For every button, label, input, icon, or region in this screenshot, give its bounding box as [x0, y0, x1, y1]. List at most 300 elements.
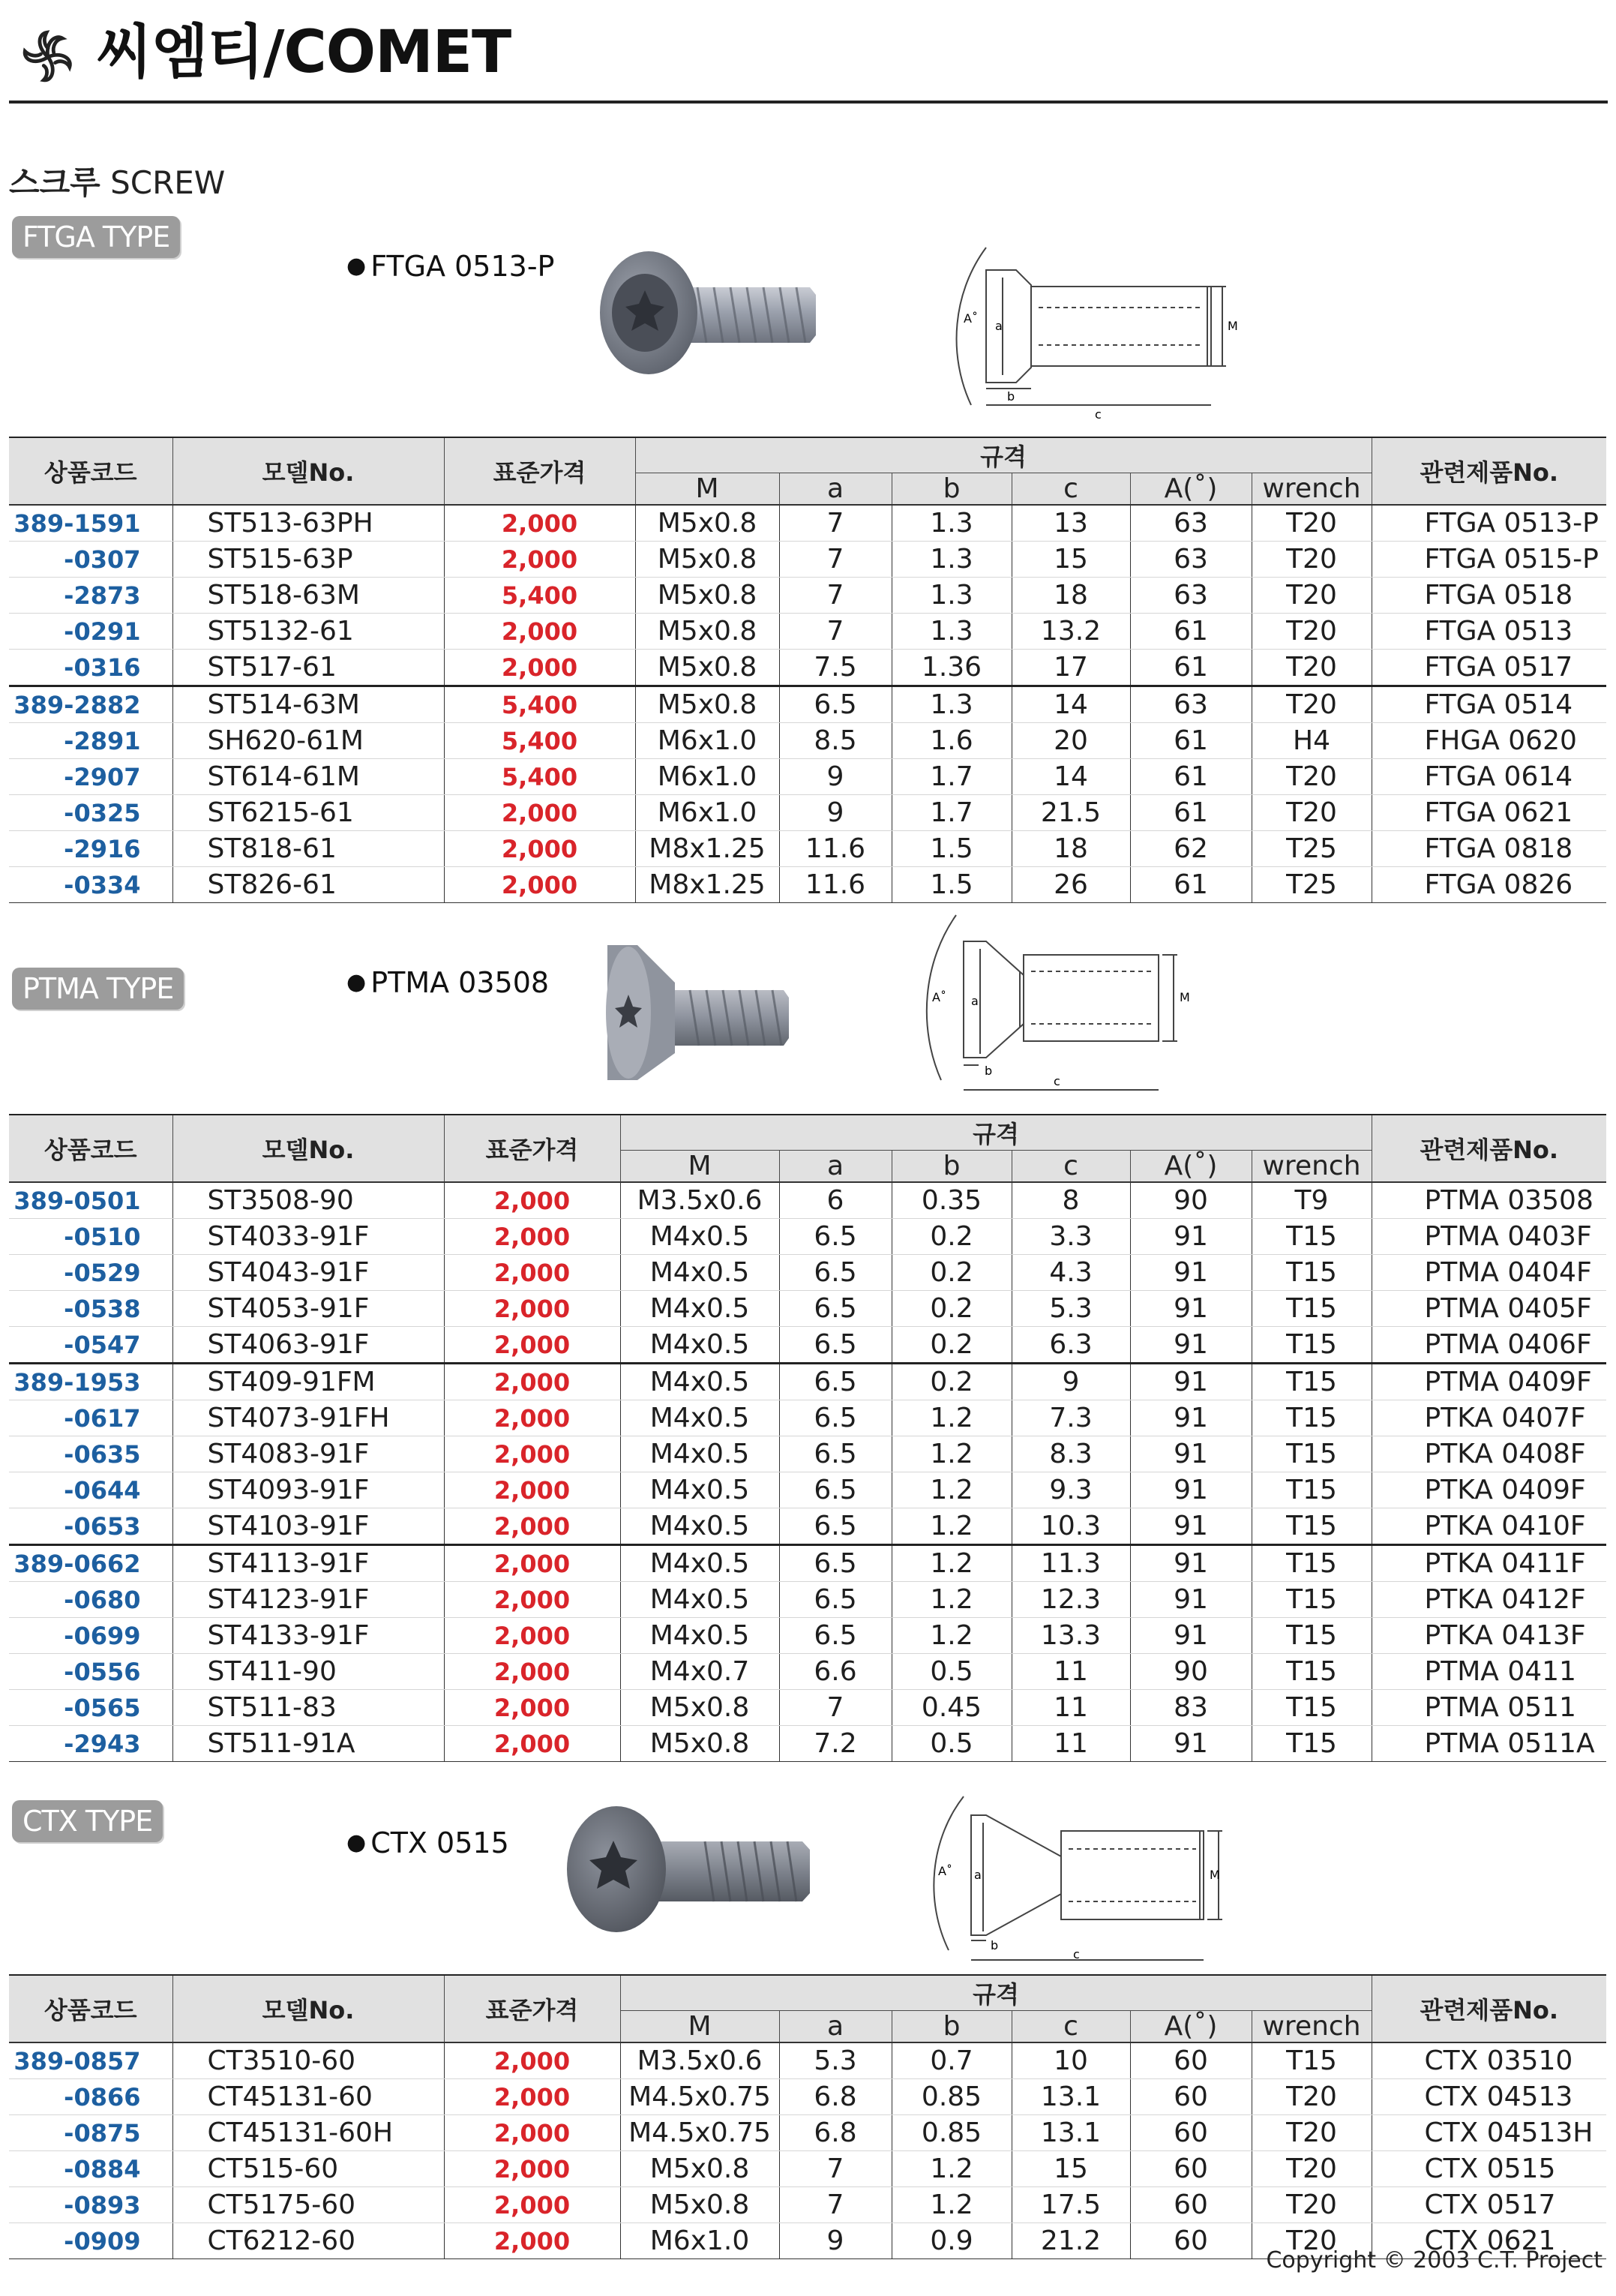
row-wrench: T15: [1252, 1327, 1372, 1364]
table-row: [9, 1545, 1606, 1582]
row-b: 1.6: [892, 723, 1012, 759]
row-c: 12.3: [1012, 1582, 1130, 1618]
spec-table-ftga: [9, 437, 1606, 903]
row-c: 3.3: [1012, 1219, 1130, 1255]
row-code: -0529: [9, 1255, 172, 1291]
row-related: PTKA 0410F: [1372, 1508, 1606, 1545]
col-header-m: M: [635, 473, 779, 506]
row-thread: M4x0.5: [620, 1327, 779, 1364]
row-model: ST4033-91F: [172, 1219, 444, 1255]
col-header-a: a: [779, 2011, 892, 2043]
row-code: 389-0662: [9, 1545, 172, 1582]
row-model: ST4063-91F: [172, 1327, 444, 1364]
table-row: [9, 2042, 1606, 2079]
product-label-ftga: [346, 248, 554, 285]
section-title: [9, 162, 225, 204]
row-model: ST513-63PH: [172, 505, 444, 542]
row-code: -0565: [9, 1690, 172, 1726]
row-related: PTMA 0411: [1372, 1654, 1606, 1690]
row-price: 2,000: [444, 2079, 620, 2115]
row-thread: M8x1.25: [635, 831, 779, 867]
row-price: 2,000: [444, 1182, 620, 1219]
row-angle: 60: [1130, 2115, 1252, 2151]
table-row: [9, 1726, 1606, 1762]
row-wrench: T15: [1252, 2042, 1372, 2079]
row-angle: 61: [1130, 650, 1252, 686]
row-related: PTMA 0403F: [1372, 1219, 1606, 1255]
row-price: 2,000: [444, 831, 635, 867]
col-header-model: 모델No.: [172, 1115, 444, 1182]
row-thread: M5x0.8: [620, 2151, 779, 2187]
row-a: 6.5: [779, 1255, 892, 1291]
row-related: FTGA 0826: [1372, 867, 1606, 903]
row-a: 9: [779, 795, 892, 831]
row-related: PTMA 0511A: [1372, 1726, 1606, 1762]
row-wrench: T9: [1252, 1182, 1372, 1219]
spec-table-ptma: [9, 1114, 1606, 1762]
row-a: 6.5: [779, 1545, 892, 1582]
row-b: 0.35: [892, 1182, 1012, 1219]
row-code: 389-2882: [9, 686, 172, 723]
row-b: 1.2: [892, 1508, 1012, 1545]
table-row: [9, 686, 1606, 723]
bullet-icon: ●: [346, 1829, 367, 1856]
row-c: 13.3: [1012, 1618, 1130, 1654]
row-c: 14: [1012, 759, 1130, 795]
row-model: ST515-63P: [172, 542, 444, 578]
col-header-c: c: [1012, 1151, 1130, 1183]
row-model: SH620-61M: [172, 723, 444, 759]
row-wrench: H4: [1252, 723, 1372, 759]
dimension-drawing-ftga: [941, 225, 1241, 428]
row-thread: M4.5x0.75: [620, 2079, 779, 2115]
row-c: 8.3: [1012, 1436, 1130, 1472]
row-thread: M4x0.5: [620, 1582, 779, 1618]
col-header-price: 표준가격: [444, 437, 635, 505]
row-b: 1.3: [892, 578, 1012, 614]
row-c: 13: [1012, 505, 1130, 542]
row-code: -0653: [9, 1508, 172, 1545]
row-a: 7: [779, 2187, 892, 2223]
row-a: 8.5: [779, 723, 892, 759]
row-related: CTX 0515: [1372, 2151, 1606, 2187]
row-model: CT515-60: [172, 2151, 444, 2187]
col-header-b: b: [892, 1151, 1012, 1183]
row-c: 7.3: [1012, 1400, 1130, 1436]
row-price: 2,000: [444, 1472, 620, 1508]
col-header-spec: 규격: [635, 437, 1372, 473]
row-c: 11: [1012, 1726, 1130, 1762]
row-model: ST4123-91F: [172, 1582, 444, 1618]
row-angle: 63: [1130, 578, 1252, 614]
row-thread: M5x0.8: [635, 686, 779, 723]
row-code: -0699: [9, 1618, 172, 1654]
row-a: 11.6: [779, 831, 892, 867]
row-angle: 91: [1130, 1255, 1252, 1291]
row-c: 6.3: [1012, 1327, 1130, 1364]
row-wrench: T15: [1252, 1545, 1372, 1582]
row-thread: M4x0.5: [620, 1545, 779, 1582]
row-b: 1.3: [892, 614, 1012, 650]
row-a: 6.5: [779, 1400, 892, 1436]
row-b: 0.2: [892, 1327, 1012, 1364]
type-badge-ftga: FTGA TYPE: [12, 216, 180, 258]
row-code: -0538: [9, 1291, 172, 1327]
row-related: FTGA 0614: [1372, 759, 1606, 795]
row-wrench: T15: [1252, 1582, 1372, 1618]
row-c: 10.3: [1012, 1508, 1130, 1545]
row-model: ST514-63M: [172, 686, 444, 723]
table-row: [9, 1291, 1606, 1327]
table-row: [9, 1400, 1606, 1436]
row-related: CTX 03510: [1372, 2042, 1606, 2079]
row-model: ST818-61: [172, 831, 444, 867]
row-model: ST4053-91F: [172, 1291, 444, 1327]
row-b: 1.3: [892, 686, 1012, 723]
row-price: 5,400: [444, 723, 635, 759]
row-price: 2,000: [444, 2187, 620, 2223]
row-c: 9.3: [1012, 1472, 1130, 1508]
row-c: 4.3: [1012, 1255, 1130, 1291]
table-row: [9, 1654, 1606, 1690]
row-code: -0316: [9, 650, 172, 686]
product-name: CTX 0515: [370, 1826, 509, 1859]
row-c: 11.3: [1012, 1545, 1130, 1582]
col-header-spec: 규격: [620, 1975, 1372, 2011]
row-c: 13.1: [1012, 2079, 1130, 2115]
row-angle: 90: [1130, 1654, 1252, 1690]
row-angle: 91: [1130, 1291, 1252, 1327]
row-code: -0680: [9, 1582, 172, 1618]
row-model: ST4093-91F: [172, 1472, 444, 1508]
dim-label-A: A˚: [938, 1864, 952, 1878]
row-thread: M4x0.5: [620, 1400, 779, 1436]
row-price: 2,000: [444, 1726, 620, 1762]
row-related: FTGA 0518: [1372, 578, 1606, 614]
table-row: [9, 2187, 1606, 2223]
row-b: 0.2: [892, 1364, 1012, 1400]
col-header-price: 표준가격: [444, 1115, 620, 1182]
row-wrench: T15: [1252, 1472, 1372, 1508]
row-c: 11: [1012, 1690, 1130, 1726]
row-c: 15: [1012, 2151, 1130, 2187]
row-angle: 63: [1130, 542, 1252, 578]
row-wrench: T20: [1252, 614, 1372, 650]
row-thread: M4x0.5: [620, 1618, 779, 1654]
dim-label-A: A˚: [964, 311, 978, 326]
row-wrench: T25: [1252, 867, 1372, 903]
row-thread: M5x0.8: [635, 614, 779, 650]
row-angle: 61: [1130, 867, 1252, 903]
row-thread: M4x0.5: [620, 1291, 779, 1327]
col-header-angle: A(˚): [1130, 473, 1252, 506]
row-price: 2,000: [444, 1436, 620, 1472]
row-angle: 91: [1130, 1364, 1252, 1400]
row-code: -2907: [9, 759, 172, 795]
row-b: 0.85: [892, 2079, 1012, 2115]
row-related: FTGA 0517: [1372, 650, 1606, 686]
row-related: PTMA 0404F: [1372, 1255, 1606, 1291]
row-price: 2,000: [444, 1364, 620, 1400]
row-angle: 91: [1130, 1219, 1252, 1255]
row-c: 15: [1012, 542, 1130, 578]
dim-label-M: M: [1180, 990, 1190, 1004]
dim-label-M: M: [1210, 1868, 1220, 1882]
page-title: 씨엠티/COMET: [96, 19, 511, 86]
row-a: 7: [779, 578, 892, 614]
row-b: 1.2: [892, 2151, 1012, 2187]
row-a: 6.5: [779, 1582, 892, 1618]
row-b: 0.85: [892, 2115, 1012, 2151]
row-thread: M8x1.25: [635, 867, 779, 903]
row-angle: 61: [1130, 614, 1252, 650]
row-price: 5,400: [444, 578, 635, 614]
row-thread: M4x0.5: [620, 1436, 779, 1472]
dim-label-b: b: [991, 1938, 999, 1952]
row-price: 2,000: [444, 2223, 620, 2259]
row-price: 2,000: [444, 1690, 620, 1726]
col-header-angle: A(˚): [1130, 2011, 1252, 2043]
col-header-related: 관련제품No.: [1372, 437, 1606, 505]
row-a: 7: [779, 2151, 892, 2187]
row-angle: 91: [1130, 1726, 1252, 1762]
dimension-drawing-ptma: [911, 896, 1196, 1103]
row-thread: M4x0.5: [620, 1364, 779, 1400]
row-b: 1.3: [892, 505, 1012, 542]
row-thread: M6x1.0: [620, 2223, 779, 2259]
row-related: CTX 0621: [1372, 2223, 1606, 2259]
table-row: [9, 1436, 1606, 1472]
screw-photo-ptma: [592, 938, 810, 1088]
row-wrench: T15: [1252, 1255, 1372, 1291]
col-header-related: 관련제품No.: [1372, 1115, 1606, 1182]
row-thread: M4x0.5: [620, 1219, 779, 1255]
row-b: 0.2: [892, 1219, 1012, 1255]
row-thread: M4x0.5: [620, 1472, 779, 1508]
row-c: 11: [1012, 1654, 1130, 1690]
row-wrench: T15: [1252, 1690, 1372, 1726]
product-label-ctx: [346, 1824, 509, 1862]
row-code: -2873: [9, 578, 172, 614]
row-angle: 62: [1130, 831, 1252, 867]
row-model: CT5175-60: [172, 2187, 444, 2223]
row-angle: 61: [1130, 795, 1252, 831]
row-a: 6.8: [779, 2079, 892, 2115]
col-header-wrench: wrench: [1252, 473, 1372, 506]
row-wrench: T20: [1252, 2079, 1372, 2115]
col-header-code: 상품코드: [9, 1975, 172, 2042]
section-title-korean: 스크루: [9, 164, 100, 201]
col-header-model: 모델No.: [172, 437, 444, 505]
row-code: -0866: [9, 2079, 172, 2115]
row-a: 6: [779, 1182, 892, 1219]
row-code: -0325: [9, 795, 172, 831]
row-related: FTGA 0818: [1372, 831, 1606, 867]
table-row: [9, 1327, 1606, 1364]
col-header-related: 관련제품No.: [1372, 1975, 1606, 2042]
row-thread: M5x0.8: [635, 578, 779, 614]
row-angle: 60: [1130, 2223, 1252, 2259]
col-header-wrench: wrench: [1252, 2011, 1372, 2043]
row-a: 6.8: [779, 2115, 892, 2151]
row-b: 1.5: [892, 831, 1012, 867]
row-a: 7: [779, 614, 892, 650]
row-wrench: T20: [1252, 2187, 1372, 2223]
bullet-icon: ●: [346, 969, 367, 995]
row-price: 2,000: [444, 2042, 620, 2079]
row-code: 389-0857: [9, 2042, 172, 2079]
row-a: 6.5: [779, 1219, 892, 1255]
row-wrench: T15: [1252, 1726, 1372, 1762]
row-b: 1.36: [892, 650, 1012, 686]
row-price: 2,000: [444, 1400, 620, 1436]
col-header-spec: 규격: [620, 1115, 1372, 1151]
row-code: -0635: [9, 1436, 172, 1472]
col-header-m: M: [620, 1151, 779, 1183]
row-related: CTX 04513H: [1372, 2115, 1606, 2151]
section-title-english: SCREW: [110, 164, 226, 201]
row-model: ST4133-91F: [172, 1618, 444, 1654]
table-row: [9, 867, 1606, 903]
row-wrench: T15: [1252, 1291, 1372, 1327]
row-code: -0875: [9, 2115, 172, 2151]
row-related: FTGA 0513-P: [1372, 505, 1606, 542]
row-price: 2,000: [444, 1219, 620, 1255]
row-thread: M5x0.8: [635, 650, 779, 686]
row-b: 1.2: [892, 2187, 1012, 2223]
row-a: 6.5: [779, 1618, 892, 1654]
col-header-b: b: [892, 2011, 1012, 2043]
type-badge-ptma: PTMA TYPE: [12, 968, 184, 1010]
row-model: ST4113-91F: [172, 1545, 444, 1582]
spec-table-ctx: [9, 1974, 1606, 2259]
row-a: 9: [779, 759, 892, 795]
row-related: PTKA 0412F: [1372, 1582, 1606, 1618]
row-related: CTX 04513: [1372, 2079, 1606, 2115]
row-b: 1.7: [892, 795, 1012, 831]
row-angle: 61: [1130, 723, 1252, 759]
table-row: [9, 1219, 1606, 1255]
table-row: [9, 759, 1606, 795]
row-price: 2,000: [444, 1508, 620, 1545]
row-related: PTMA 0405F: [1372, 1291, 1606, 1327]
row-angle: 63: [1130, 505, 1252, 542]
row-c: 13.1: [1012, 2115, 1130, 2151]
row-b: 1.2: [892, 1545, 1012, 1582]
row-c: 18: [1012, 578, 1130, 614]
row-related: CTX 0517: [1372, 2187, 1606, 2223]
row-model: CT45131-60: [172, 2079, 444, 2115]
row-wrench: T20: [1252, 650, 1372, 686]
row-model: CT6212-60: [172, 2223, 444, 2259]
row-model: ST511-83: [172, 1690, 444, 1726]
row-b: 1.2: [892, 1618, 1012, 1654]
row-model: CT3510-60: [172, 2042, 444, 2079]
row-a: 6.5: [779, 1327, 892, 1364]
row-c: 10: [1012, 2042, 1130, 2079]
row-wrench: T20: [1252, 759, 1372, 795]
dim-label-c: c: [1073, 1947, 1080, 1961]
dim-label-A: A˚: [932, 990, 946, 1004]
row-code: -0893: [9, 2187, 172, 2223]
row-thread: M4x0.5: [620, 1508, 779, 1545]
row-model: ST614-61M: [172, 759, 444, 795]
col-header-a: a: [779, 473, 892, 506]
row-angle: 61: [1130, 759, 1252, 795]
row-model: ST511-91A: [172, 1726, 444, 1762]
row-c: 5.3: [1012, 1291, 1130, 1327]
row-wrench: T20: [1252, 686, 1372, 723]
row-thread: M6x1.0: [635, 795, 779, 831]
row-price: 2,000: [444, 1255, 620, 1291]
table-row: [9, 2151, 1606, 2187]
row-price: 2,000: [444, 505, 635, 542]
row-angle: 91: [1130, 1436, 1252, 1472]
row-related: PTKA 0408F: [1372, 1436, 1606, 1472]
row-model: ST517-61: [172, 650, 444, 686]
row-related: FTGA 0515-P: [1372, 542, 1606, 578]
row-code: -2943: [9, 1726, 172, 1762]
row-b: 1.2: [892, 1472, 1012, 1508]
row-angle: 91: [1130, 1582, 1252, 1618]
row-related: FTGA 0513: [1372, 614, 1606, 650]
table-row: [9, 795, 1606, 831]
row-c: 9: [1012, 1364, 1130, 1400]
row-model: ST411-90: [172, 1654, 444, 1690]
row-angle: 60: [1130, 2079, 1252, 2115]
col-header-wrench: wrench: [1252, 1151, 1372, 1183]
row-angle: 83: [1130, 1690, 1252, 1726]
table-row: [9, 1618, 1606, 1654]
row-wrench: T15: [1252, 1508, 1372, 1545]
row-related: PTMA 0406F: [1372, 1327, 1606, 1364]
row-thread: M6x1.0: [635, 723, 779, 759]
row-code: -0556: [9, 1654, 172, 1690]
row-code: 389-0501: [9, 1182, 172, 1219]
row-angle: 91: [1130, 1327, 1252, 1364]
table-row: [9, 1690, 1606, 1726]
row-b: 1.3: [892, 542, 1012, 578]
row-wrench: T20: [1252, 2151, 1372, 2187]
screw-photo-ftga: [585, 229, 840, 401]
table-row: [9, 578, 1606, 614]
col-header-code: 상품코드: [9, 437, 172, 505]
row-wrench: T20: [1252, 795, 1372, 831]
col-header-c: c: [1012, 2011, 1130, 2043]
comet-logo-icon: [12, 21, 84, 93]
row-c: 20: [1012, 723, 1130, 759]
row-model: ST4083-91F: [172, 1436, 444, 1472]
row-a: 6.5: [779, 686, 892, 723]
row-wrench: T20: [1252, 2223, 1372, 2259]
row-code: -0884: [9, 2151, 172, 2187]
row-c: 26: [1012, 867, 1130, 903]
row-a: 6.5: [779, 1436, 892, 1472]
type-badge-ctx: CTX TYPE: [12, 1800, 163, 1842]
dim-label-b: b: [985, 1064, 993, 1078]
row-price: 2,000: [444, 650, 635, 686]
table-row: [9, 1182, 1606, 1219]
row-related: PTMA 0409F: [1372, 1364, 1606, 1400]
product-label-ptma: [346, 964, 549, 1001]
row-wrench: T15: [1252, 1654, 1372, 1690]
row-price: 2,000: [444, 542, 635, 578]
row-wrench: T20: [1252, 505, 1372, 542]
row-a: 6.5: [779, 1472, 892, 1508]
row-c: 17: [1012, 650, 1130, 686]
row-code: 389-1953: [9, 1364, 172, 1400]
row-model: ST4103-91F: [172, 1508, 444, 1545]
